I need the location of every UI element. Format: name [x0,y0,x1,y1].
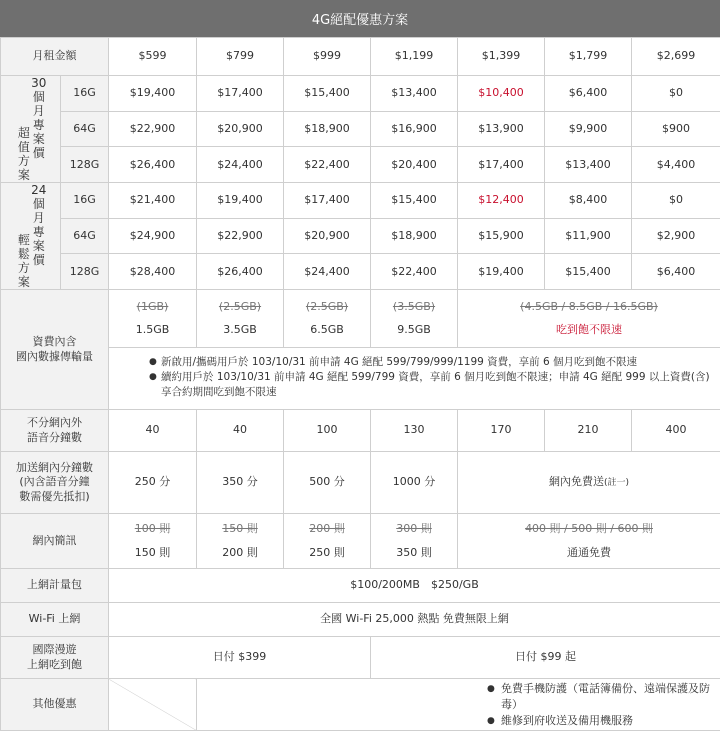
onnet-free-cell [458,452,720,514]
data-note: ● 續約用戶於 103/10/31 前申請 4G 絕配 599/799 資費，享前 6 個月吃到飽不限速；申請 4G 絕配 999 以上資費(含)享合約期間吃到飽不限速 [149,370,720,400]
plan30-label [1,76,61,183]
voice-cell: 100 [284,410,371,452]
sms-cell-high [458,514,720,569]
data-note: ● 新啟用/攜碼用戶於 103/10/31 前申請 4G 絕配 599/799/999/1199 資費，享前 6 個月吃到飽不限速 [149,355,720,370]
price-cell: $17,400 [197,76,284,112]
price-cell-highlight: $10,400 [458,76,545,112]
voice-cell: 400 [632,410,720,452]
data-cell [197,290,284,348]
price-cell: $15,400 [284,76,371,112]
data-new: 1.5GB [136,323,170,336]
sms-label: 網內簡訊 [1,514,109,569]
rent-cell: $1,199 [371,38,458,76]
sms-new: 150 則 [135,546,171,559]
plan24-row [1,254,720,290]
plan24-side-char: 鬆 [18,247,30,261]
metered-row [1,569,720,603]
plan24-char: 個 [31,197,46,211]
sms-free: 通通免費 [567,546,611,559]
price-cell: $20,400 [371,147,458,183]
price-cell: $24,400 [197,147,284,183]
onnet-free: 網內免費送 [549,475,604,488]
sms-old: 300 則 [371,522,457,536]
price-cell: $18,900 [284,111,371,147]
price-cell: $19,400 [197,183,284,219]
data-old-high: (4.5GB / 8.5GB / 16.5GB) [458,300,720,314]
price-cell: $21,400 [109,183,197,219]
capacity-label: 64G [61,111,109,147]
unlimited-badge: 吃到飽不限速 [556,323,622,336]
price-cell: $20,900 [284,218,371,254]
price-cell: $19,400 [109,76,197,112]
price-cell: $26,400 [197,254,284,290]
rent-row [1,38,720,76]
data-old: (2.5GB) [197,300,283,314]
plan30-char: 個 [31,90,46,104]
roam-high: 日付 $99 起 [371,637,720,679]
plan24-char: 月 [31,211,46,225]
metered-value: $100/200MB $250/GB [109,569,720,603]
onnet-cell: 250 分 [109,452,197,514]
price-cell: $17,400 [458,147,545,183]
voice-label-line: 不分網內外 [1,416,108,430]
onnet-label-line: 數需優先抵扣) [1,490,108,504]
price-cell: $22,900 [109,111,197,147]
plan24-side-char: 方 [18,261,30,275]
price-cell: $22,400 [371,254,458,290]
plan30-side-char: 超 [18,126,30,140]
plan24-label [1,183,61,290]
sms-cell [284,514,371,569]
metered-label: 上網計量包 [1,569,109,603]
onnet-label-line: 加送網內分鐘數 [1,461,108,475]
voice-label [1,410,109,452]
rent-cell: $1,399 [458,38,545,76]
data-notes [109,348,720,410]
price-cell: $6,400 [545,76,632,112]
other-item: ● 維修到府收送及備用機服務 [487,713,720,729]
voice-row [1,410,720,452]
sms-old: 150 則 [197,522,283,536]
price-cell: $17,400 [284,183,371,219]
price-cell: $0 [632,183,720,219]
plan30-side-char: 方 [18,154,30,168]
price-cell: $15,900 [458,218,545,254]
rent-cell: $999 [284,38,371,76]
plan30-row [1,111,720,147]
price-cell: $19,400 [458,254,545,290]
data-notes-row [1,348,720,410]
rent-cell: $2,699 [632,38,720,76]
rent-cell: $799 [197,38,284,76]
other-label: 其他優惠 [1,679,109,731]
rent-label: 月租金額 [1,38,109,76]
price-cell: $8,400 [545,183,632,219]
price-cell: $26,400 [109,147,197,183]
voice-cell: 130 [371,410,458,452]
capacity-label: 64G [61,218,109,254]
plan30-char: 價 [31,146,46,160]
sms-new: 200 則 [222,546,258,559]
price-cell: $4,400 [632,147,720,183]
data-cell [284,290,371,348]
sms-new: 350 則 [396,546,432,559]
capacity-label: 128G [61,147,109,183]
sms-old: 100 則 [109,522,196,536]
sms-cell [197,514,284,569]
data-cell-high [458,290,720,348]
roam-label [1,637,109,679]
price-cell: $16,900 [371,111,458,147]
plan24-char: 價 [31,253,46,267]
other-items [197,679,720,731]
price-cell: $20,900 [197,111,284,147]
data-old: (1GB) [109,300,196,314]
plan30-side-char: 案 [18,168,30,182]
voice-cell: 170 [458,410,545,452]
price-cell: $18,900 [371,218,458,254]
onnet-cell: 500 分 [284,452,371,514]
sms-row [1,514,720,569]
price-cell: $22,400 [284,147,371,183]
roam-label-line: 上網吃到飽 [1,658,108,672]
price-cell: $2,900 [632,218,720,254]
price-cell-highlight: $12,400 [458,183,545,219]
price-cell: $0 [632,76,720,112]
data-label-line: 資費內含 [1,335,108,349]
data-new: 3.5GB [223,323,257,336]
data-row [1,290,720,348]
wifi-value: 全國 Wi-Fi 25,000 熱點 免費無限上網 [109,603,720,637]
wifi-row [1,603,720,637]
sms-cell [109,514,197,569]
data-new: 9.5GB [397,323,431,336]
sms-old: 200 則 [284,522,370,536]
data-cell [109,290,197,348]
plan30-row [1,76,720,112]
capacity-label: 16G [61,76,109,112]
onnet-cell: 1000 分 [371,452,458,514]
price-cell: $11,900 [545,218,632,254]
voice-cell: 210 [545,410,632,452]
table-title: 4G絕配優惠方案 [0,0,720,37]
price-cell: $24,900 [109,218,197,254]
capacity-label: 16G [61,183,109,219]
price-cell: $6,400 [632,254,720,290]
price-cell: $9,900 [545,111,632,147]
rent-cell: $1,799 [545,38,632,76]
data-new: 6.5GB [310,323,344,336]
other-item: ● 免費手機防護（電話簿備份、遠端保護及防毒） [487,681,720,713]
wifi-label: Wi-Fi 上網 [1,603,109,637]
roam-label-line: 國際漫遊 [1,643,108,657]
price-cell: $13,900 [458,111,545,147]
plan24-side-char: 輕 [18,233,30,247]
voice-label-line: 語音分鐘數 [1,431,108,445]
plan30-char: 月 [31,104,46,118]
plan24-row [1,218,720,254]
sms-cell [371,514,458,569]
plan24-char: 專 [31,225,46,239]
price-cell: $13,400 [545,147,632,183]
onnet-cell: 350 分 [197,452,284,514]
data-cell [371,290,458,348]
data-old: (2.5GB) [284,300,370,314]
plan24-side-char: 案 [18,275,30,289]
onnet-row [1,452,720,514]
plan-table [0,37,720,731]
price-cell: $900 [632,111,720,147]
price-cell: $28,400 [109,254,197,290]
onnet-label-line: (內含語音分鐘 [1,475,108,489]
roam-row [1,637,720,679]
data-label [1,290,109,410]
price-cell: $24,400 [284,254,371,290]
plan24-months: 24 [31,183,46,197]
plan30-row [1,147,720,183]
plan24-row [1,183,720,219]
sms-old-high: 400 則 / 500 則 / 600 則 [458,522,720,536]
other-row [1,679,720,731]
capacity-label: 128G [61,254,109,290]
onnet-note: (註一) [604,478,629,488]
price-cell: $15,400 [545,254,632,290]
sms-new: 250 則 [309,546,345,559]
plan30-months: 30 [31,76,46,90]
voice-cell: 40 [197,410,284,452]
price-cell: $15,400 [371,183,458,219]
price-cell: $22,900 [197,218,284,254]
price-cell: $13,400 [371,76,458,112]
roam-low: 日付 $399 [109,637,371,679]
plan24-char: 案 [31,239,46,253]
onnet-label [1,452,109,514]
other-diagonal [109,679,197,731]
rent-cell: $599 [109,38,197,76]
plan30-side-char: 值 [18,140,30,154]
data-label-line: 國內數據傳輸量 [1,350,108,364]
plan30-char: 專 [31,118,46,132]
voice-cell: 40 [109,410,197,452]
plan30-char: 案 [31,132,46,146]
data-old: (3.5GB) [371,300,457,314]
